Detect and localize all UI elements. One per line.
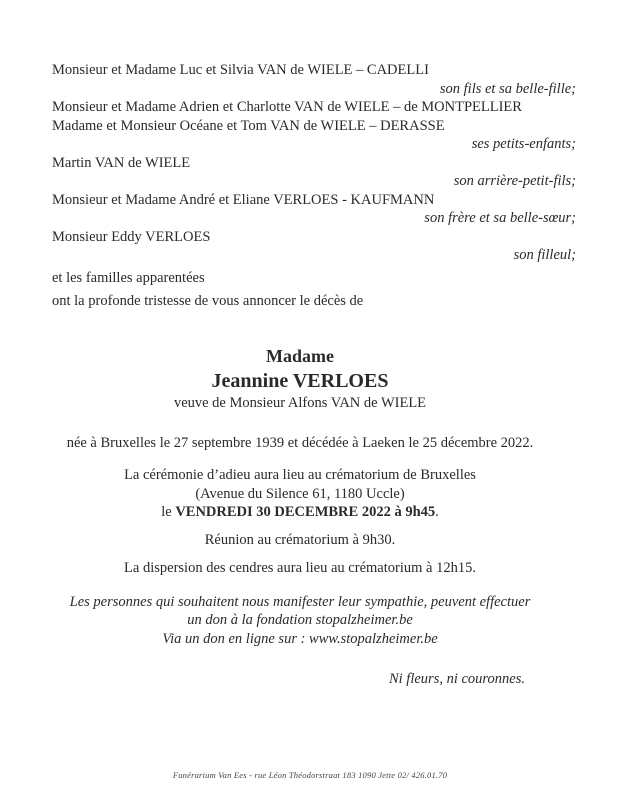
sadness-line: ont la profonde tristesse de vous annoncer le décès de [52, 293, 364, 309]
ceremony-block [52, 466, 548, 522]
funeral-home-footer: Funérarium Van Ees - rue Léon Théodorstraat 183 1090 Jette 02/ 426.01.70 [172, 770, 448, 780]
ceremony-address-line: (Avenue du Silence 61, 1180 Uccle) [195, 485, 405, 502]
donation-line: Les personnes qui souhaitent nous manifester leur sympathie, peuvent effectuer [69, 593, 531, 610]
deceased-title: Madame [266, 345, 334, 366]
family-member-line: Monsieur Eddy VERLOES [52, 228, 211, 245]
family-member-line: Madame et Monsieur Océane et Tom VAN de WIELE – DERASSE [52, 117, 445, 134]
donation-line: Via un don en ligne sur : www.stopalzheimer.be [162, 630, 438, 647]
family-member-line: Martin VAN de WIELE [52, 154, 191, 171]
relation-label: son arrière-petit-fils; [453, 173, 576, 189]
no-flowers-line: Ni fleurs, ni couronnes. [388, 671, 525, 687]
donation-block [52, 593, 548, 649]
ceremony-date-prefix: le [161, 504, 176, 520]
birth-death-line: née à Bruxelles le 27 septembre 1939 et décédée à Laeken le 25 décembre 2022. [66, 434, 534, 451]
family-member-line: Monsieur et Madame André et Eliane VERLOES - KAUFMANN [52, 191, 435, 208]
ceremony-date-suffix: . [435, 504, 439, 520]
related-families-line: et les familles apparentées [52, 269, 205, 286]
family-member-line: Monsieur et Madame Adrien et Charlotte VAN de WIELE – de MONTPELLIER [52, 99, 522, 115]
deceased-name: Jeannine VERLOES [211, 369, 389, 392]
dispersion-line: La dispersion des cendres aura lieu au crématorium à 12h15. [124, 560, 476, 576]
relation-label: son fils et sa belle-fille; [439, 80, 576, 97]
ceremony-date-line [52, 503, 548, 522]
family-block [52, 0, 576, 311]
ceremony-date-bold: VENDREDI 30 DECEMBRE 2022 à 9h45 [175, 504, 436, 520]
donation-line: un don à la fondation stopalzheimer.be [187, 612, 413, 628]
relation-label: son filleul; [513, 247, 576, 263]
family-member-line: Monsieur et Madame Luc et Silvia VAN de WIELE – CADELLI [52, 62, 429, 78]
widow-of-line: veuve de Monsieur Alfons VAN de WIELE [173, 394, 427, 411]
relation-label: son frère et sa belle-sœur; [424, 210, 576, 226]
announcement-center-block [52, 344, 548, 689]
ceremony-place-line: La cérémonie d’adieu aura lieu au crématorium de Bruxelles [124, 467, 476, 483]
relation-label: ses petits-enfants; [471, 136, 576, 152]
reunion-line: Réunion au crématorium à 9h30. [204, 531, 396, 548]
